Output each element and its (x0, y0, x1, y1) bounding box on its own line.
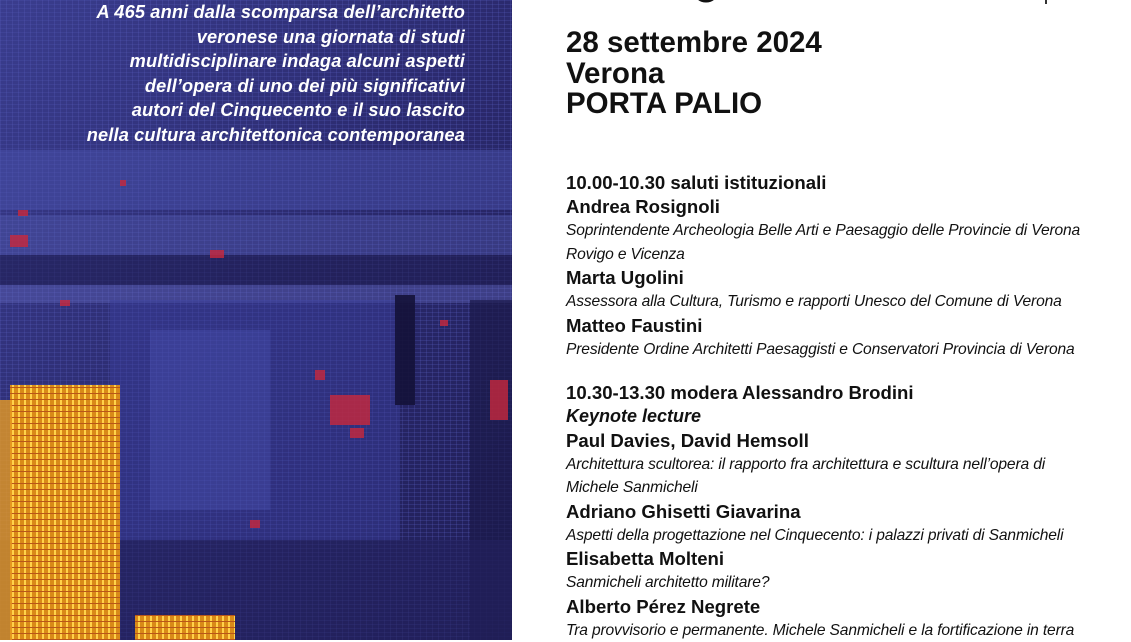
speaker-name: Paul Davies, David Hemsoll (566, 429, 1126, 453)
speaker-name: Andrea Rosignoli (566, 195, 1126, 219)
intro-line: dell’opera di uno dei più significativi (5, 74, 465, 99)
speaker-name: Elisabetta Molteni (566, 547, 1126, 571)
session-institutional-greetings (566, 171, 1126, 361)
intro-line: nella cultura architettonica contemporanea (5, 123, 465, 148)
intro-line: multidisciplinare indaga alcuni aspetti (5, 49, 465, 74)
intro-line: autori del Cinquecento e il suo lascito (5, 98, 465, 123)
speaker-role: Rovigo e Vicenza (566, 243, 1126, 267)
session-heading: 10.30-13.30 modera Alessandro Brodini (566, 381, 1126, 405)
intro-line: A 465 anni dalla scomparsa dell’architetto (5, 0, 465, 25)
keynote-label: Keynote lecture (566, 405, 1126, 429)
speaker-name: Alberto Pérez Negrete (566, 595, 1126, 619)
speaker-name: Adriano Ghisetti Giavarina (566, 500, 1126, 524)
speaker-name: Marta Ugolini (566, 266, 1126, 290)
talk-title: Tra provvisorio e permanente. Michele Sanmicheli e la fortificazione in terra (566, 619, 1126, 642)
session-heading: 10.00-10.30 saluti istituzionali (566, 171, 1126, 195)
event-venue: PORTA PALIO (566, 89, 822, 120)
event-date: 28 settembre 2024 (566, 28, 822, 59)
talk-title: Sanmicheli architetto militare? (566, 571, 1126, 595)
speaker-name: Matteo Faustini (566, 314, 1126, 338)
intro-text (5, 0, 465, 148)
cover-image-panel (0, 0, 512, 640)
cropped-logo-fragment (995, 0, 1055, 4)
intro-line: veronese una giornata di studi (5, 25, 465, 50)
event-header (566, 28, 822, 120)
talk-title: Michele Sanmicheli (566, 476, 1126, 500)
cropped-heading-fragment (690, 0, 780, 6)
talk-title: Aspetti della progettazione nel Cinquecento: i palazzi privati di Sanmicheli (566, 524, 1126, 548)
speaker-role: Assessora alla Cultura, Turismo e rapporti Unesco del Comune di Verona (566, 290, 1126, 314)
speaker-role: Presidente Ordine Architetti Paesaggisti e Conservatori Provincia di Verona (566, 338, 1126, 362)
event-city: Verona (566, 59, 822, 90)
session-morning-talks (566, 381, 1126, 642)
talk-title: Architettura scultorea: il rapporto fra architettura e scultura nell’opera di (566, 453, 1126, 477)
speaker-role: Soprintendente Archeologia Belle Arti e Paesaggio delle Provincie di Verona (566, 219, 1126, 243)
